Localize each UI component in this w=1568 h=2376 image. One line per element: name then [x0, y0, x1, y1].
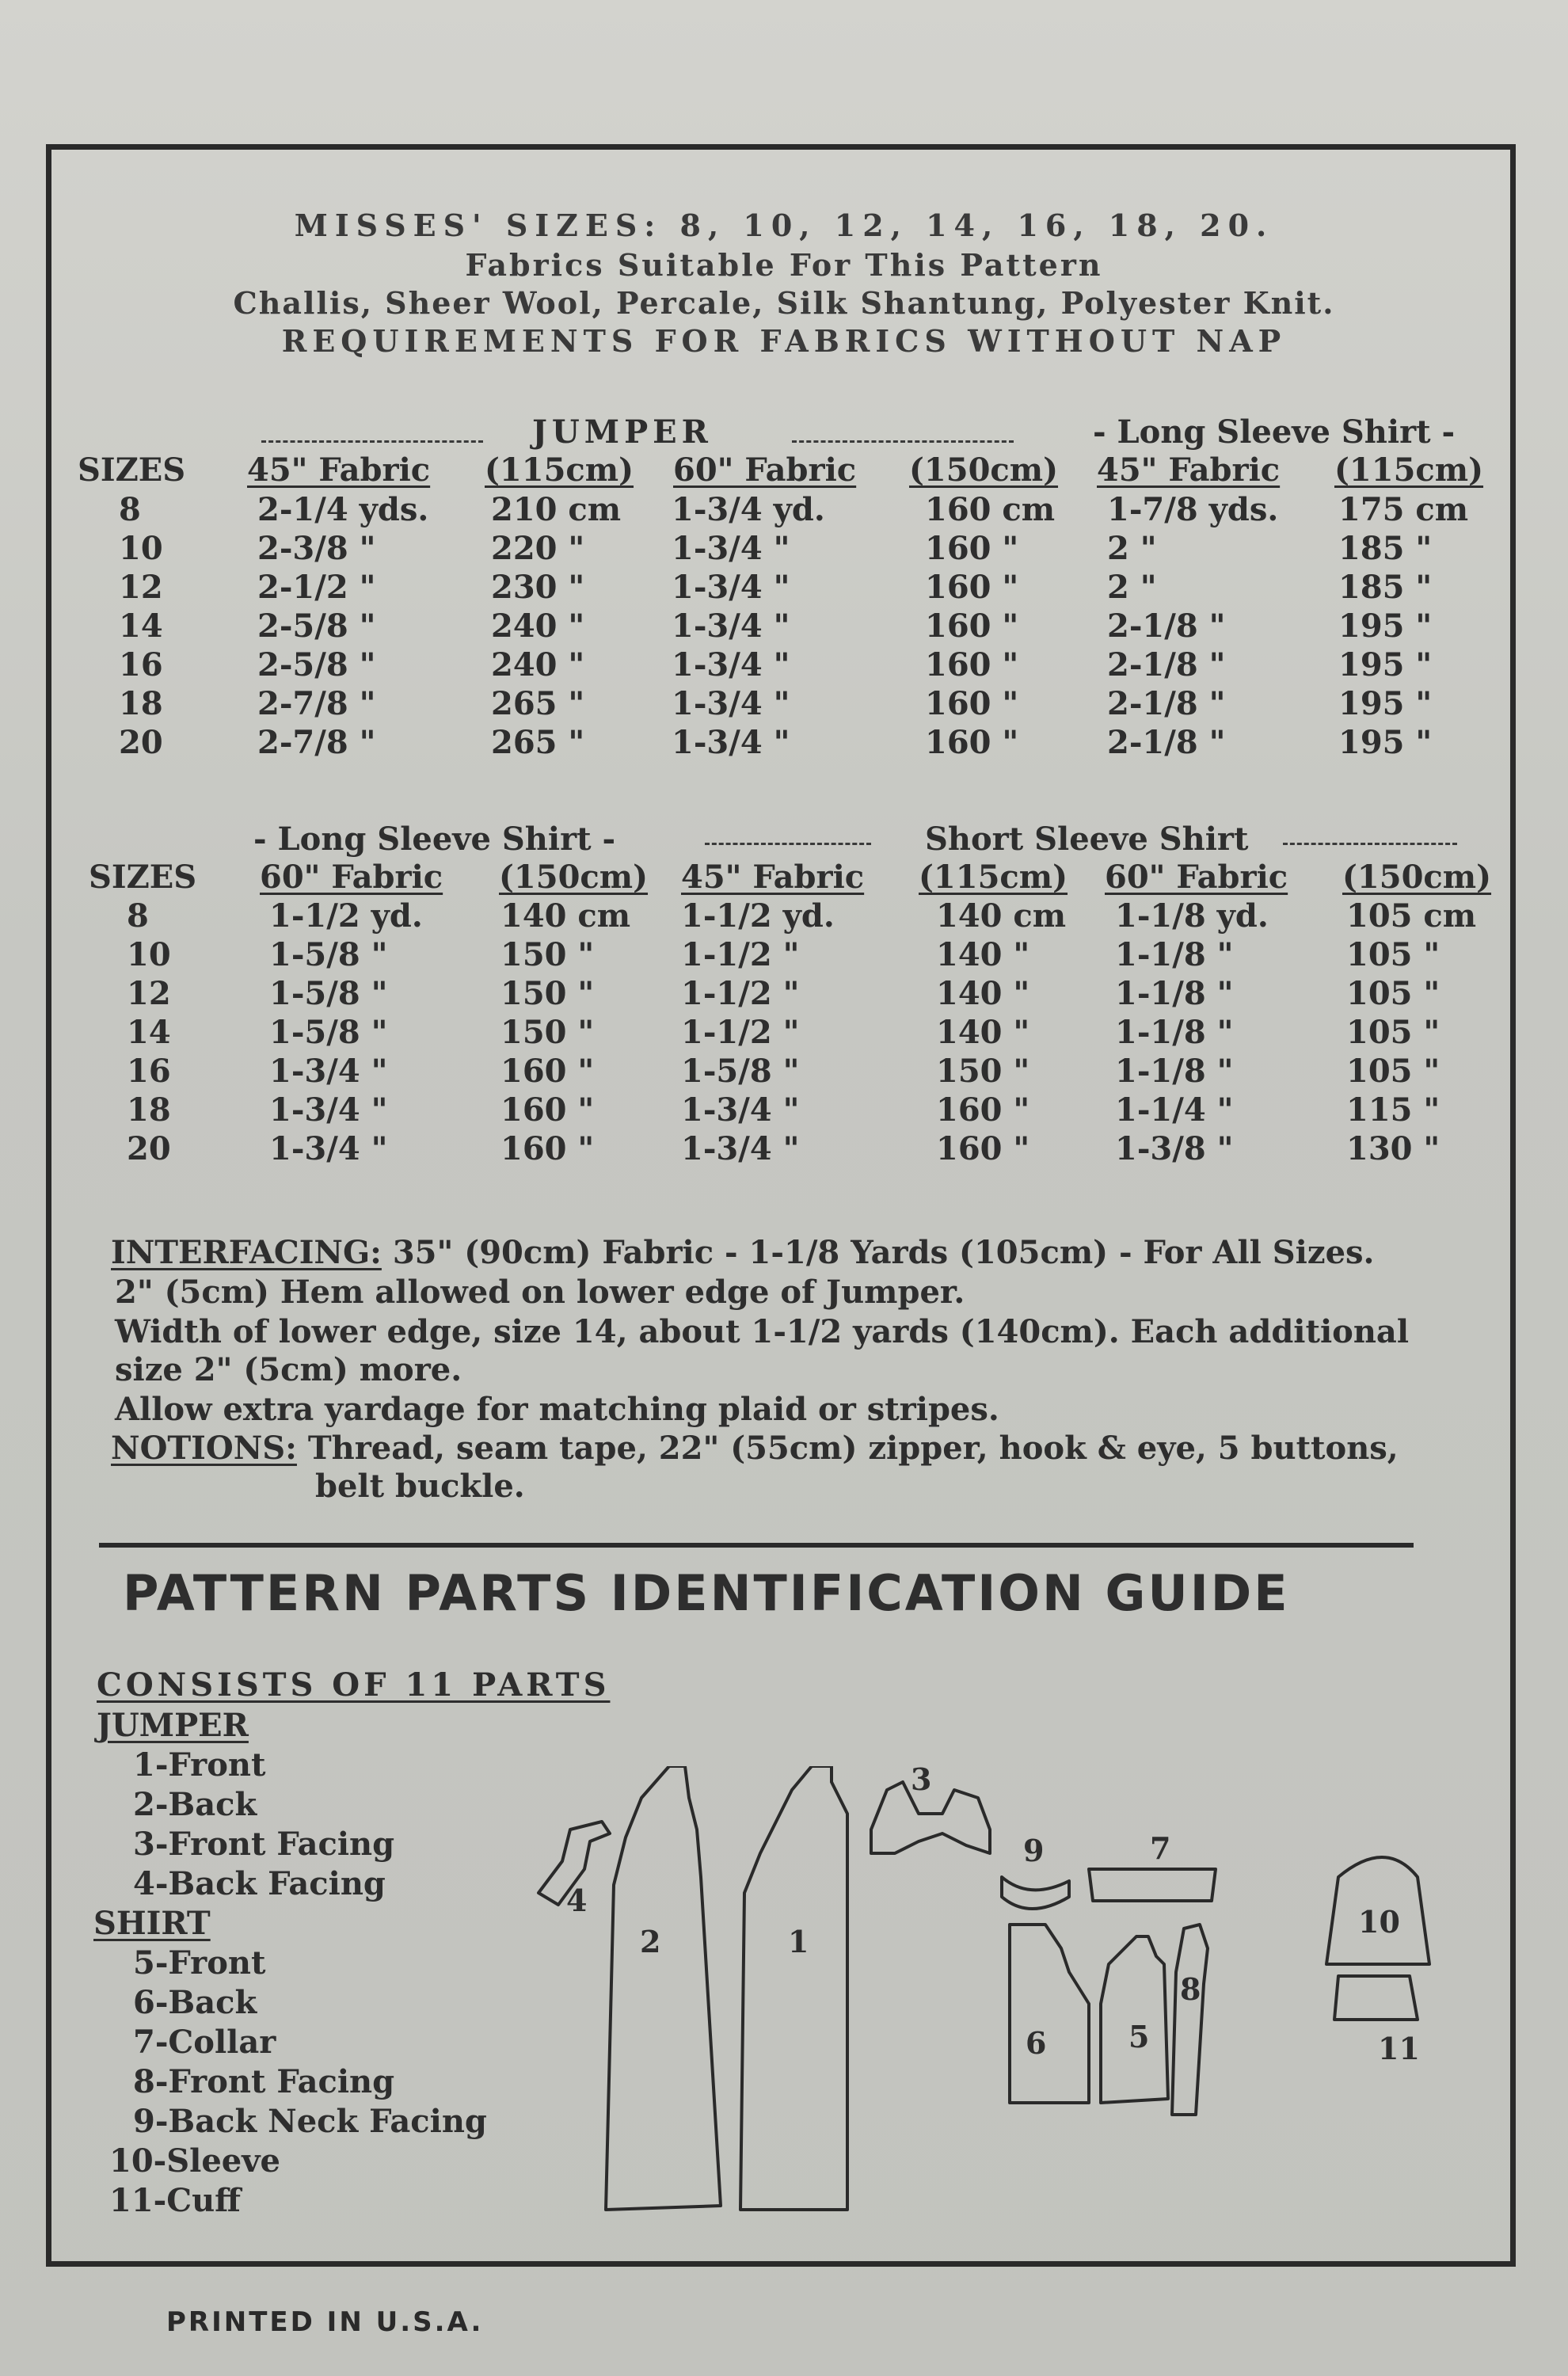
size-cell: 20 — [127, 1130, 171, 1167]
yardage-cell: 1-3/4 " — [681, 1130, 800, 1167]
yardage-cell: 1-1/2 " — [681, 1014, 800, 1051]
yardage-cell: 160 " — [936, 1130, 1030, 1167]
yardage-cell: 240 " — [491, 607, 585, 645]
group-jumper: JUMPER — [532, 413, 713, 451]
yardage-cell: 105 " — [1346, 1053, 1441, 1090]
yardage-cell: 1-5/8 " — [269, 936, 388, 973]
yardage-cell: 195 " — [1338, 607, 1433, 645]
col-header: (150cm) — [909, 451, 1059, 489]
col-header: (150cm) — [1342, 859, 1492, 896]
printed-in-usa: PRINTED IN U.S.A. — [166, 2306, 484, 2338]
pattern-pieces-diagram — [515, 1766, 1465, 2241]
dash-line — [1283, 843, 1457, 845]
part-item: 6-Back — [133, 1984, 257, 2021]
size-cell: 10 — [119, 530, 163, 567]
yardage-cell: 160 " — [925, 607, 1019, 645]
yardage-cell: 140 " — [936, 936, 1030, 973]
piece-back-neck-facing — [1002, 1877, 1069, 1909]
piece-collar — [1089, 1869, 1216, 1901]
width-note-continued: size 2" (5cm) more. — [115, 1351, 462, 1388]
size-cell: 16 — [127, 1053, 171, 1090]
plaid-note: Allow extra yardage for matching plaid or stripes. — [115, 1391, 999, 1428]
yardage-cell: 1-3/4 " — [672, 530, 790, 567]
yardage-cell: 1-3/4 " — [269, 1130, 388, 1167]
yardage-cell: 1-1/2 yd. — [269, 897, 423, 935]
size-cell: 18 — [127, 1091, 171, 1129]
interfacing-note — [111, 1234, 1374, 1271]
notions-label: NOTIONS: — [111, 1430, 297, 1467]
size-cell: 10 — [127, 936, 171, 973]
group-long-sleeve-shirt: - Long Sleeve Shirt - — [253, 821, 616, 858]
yardage-cell: 195 " — [1338, 724, 1433, 761]
col-header: 45" Fabric — [1097, 451, 1281, 489]
yardage-cell: 1-3/4 " — [672, 685, 790, 722]
piece-back — [606, 1766, 721, 2210]
yardage-cell: 1-1/8 " — [1115, 936, 1234, 973]
col-header: 60" Fabric — [1105, 859, 1288, 896]
yardage-cell: 140 cm — [500, 897, 631, 935]
label-7: 7 — [1150, 1830, 1171, 1866]
label-1: 1 — [788, 1924, 809, 1959]
label-9: 9 — [1023, 1833, 1045, 1868]
yardage-cell: 1-3/4 " — [681, 1091, 800, 1129]
yardage-cell: 160 " — [925, 646, 1019, 683]
yardage-cell: 105 " — [1346, 975, 1441, 1012]
yardage-cell: 140 cm — [936, 897, 1067, 935]
yardage-cell: 240 " — [491, 646, 585, 683]
part-item: 7-Collar — [133, 2024, 276, 2061]
shirt-heading: SHIRT — [93, 1905, 211, 1942]
yardage-cell: 105 " — [1346, 936, 1441, 973]
col-header: (115cm) — [1334, 451, 1484, 489]
dash-line — [792, 440, 1014, 443]
sizes-heading: MISSES' SIZES: 8, 10, 12, 14, 16, 18, 20. — [294, 208, 1274, 243]
yardage-cell: 140 " — [936, 975, 1030, 1012]
piece-cuff — [1334, 1976, 1418, 2020]
dash-line — [705, 843, 871, 845]
pattern-pieces-svg — [515, 1766, 1465, 2241]
col-header: (115cm) — [919, 859, 1068, 896]
part-item: 11-Cuff — [109, 2182, 242, 2219]
part-item: 2-Back — [133, 1786, 257, 1823]
interfacing-text: 35" (90cm) Fabric - 1-1/8 Yards (105cm) - For All Sizes. — [381, 1234, 1375, 1271]
yardage-cell: 2-5/8 " — [257, 646, 376, 683]
col-header: 45" Fabric — [247, 451, 431, 489]
yardage-cell: 2-5/8 " — [257, 607, 376, 645]
interfacing-label: INTERFACING: — [111, 1234, 382, 1271]
yardage-cell: 150 " — [500, 936, 595, 973]
yardage-cell: 1-3/4 " — [269, 1053, 388, 1090]
yardage-cell: 265 " — [491, 724, 585, 761]
yardage-cell: 160 " — [936, 1091, 1030, 1129]
yardage-cell: 2-1/8 " — [1107, 646, 1226, 683]
notions-text: Thread, seam tape, 22" (55cm) zipper, hook & eye, 5 buttons, — [296, 1430, 1399, 1467]
yardage-cell: 2-1/8 " — [1107, 607, 1226, 645]
yardage-cell: 1-3/8 " — [1115, 1130, 1234, 1167]
yardage-cell: 1-1/8 yd. — [1115, 897, 1269, 935]
piece-front-facing-shirt — [1172, 1925, 1208, 2115]
yardage-cell: 1-1/4 " — [1115, 1091, 1234, 1129]
part-item: 10-Sleeve — [109, 2142, 280, 2180]
col-header: 60" Fabric — [260, 859, 443, 896]
yardage-cell: 150 " — [500, 975, 595, 1012]
consists-heading: CONSISTS OF 11 PARTS — [97, 1666, 611, 1704]
yardage-cell: 150 " — [500, 1014, 595, 1051]
part-item: 1-Front — [133, 1746, 266, 1784]
label-10: 10 — [1358, 1904, 1400, 1940]
yardage-cell: 160 " — [500, 1053, 595, 1090]
yardage-cell: 2 " — [1107, 530, 1157, 567]
yardage-cell: 265 " — [491, 685, 585, 722]
label-4: 4 — [566, 1883, 588, 1918]
yardage-cell: 1-1/2 yd. — [681, 897, 835, 935]
yardage-cell: 220 " — [491, 530, 585, 567]
piece-shirt-back — [1010, 1925, 1089, 2103]
yardage-cell: 2-1/8 " — [1107, 724, 1226, 761]
sizes-label: SIZES — [78, 451, 186, 489]
size-cell: 8 — [119, 491, 141, 528]
yardage-cell: 175 cm — [1338, 491, 1469, 528]
size-cell: 14 — [127, 1014, 171, 1051]
fabric-list: Challis, Sheer Wool, Percale, Silk Shantung, Polyester Knit. — [233, 285, 1335, 321]
yardage-cell: 160 " — [925, 569, 1019, 606]
jumper-heading: JUMPER — [97, 1707, 249, 1744]
yardage-cell: 160 " — [925, 724, 1019, 761]
yardage-cell: 1-3/4 yd. — [672, 491, 825, 528]
yardage-cell: 2-1/8 " — [1107, 685, 1226, 722]
part-item: 8-Front Facing — [133, 2063, 395, 2100]
yardage-cell: 150 " — [936, 1053, 1030, 1090]
yardage-cell: 1-5/8 " — [269, 975, 388, 1012]
dash-line — [261, 440, 483, 443]
yardage-cell: 1-3/4 " — [672, 569, 790, 606]
yardage-cell: 1-3/4 " — [672, 607, 790, 645]
yardage-cell: 1-1/8 " — [1115, 975, 1234, 1012]
part-item: 4-Back Facing — [133, 1865, 386, 1902]
label-3: 3 — [911, 1766, 932, 1797]
yardage-cell: 195 " — [1338, 646, 1433, 683]
yardage-cell: 1-5/8 " — [681, 1053, 800, 1090]
width-note: Width of lower edge, size 14, about 1-1/2 yards (140cm). Each additional — [115, 1313, 1410, 1350]
size-cell: 20 — [119, 724, 163, 761]
yardage-cell: 185 " — [1338, 569, 1433, 606]
yardage-cell: 1-1/2 " — [681, 975, 800, 1012]
requirements-heading: REQUIREMENTS FOR FABRICS WITHOUT NAP — [281, 323, 1287, 359]
yardage-cell: 1-3/4 " — [269, 1091, 388, 1129]
group-long-sleeve-shirt: - Long Sleeve Shirt - — [1093, 413, 1456, 451]
yardage-cell: 1-1/8 " — [1115, 1053, 1234, 1090]
yardage-cell: 140 " — [936, 1014, 1030, 1051]
yardage-cell: 230 " — [491, 569, 585, 606]
yardage-cell: 195 " — [1338, 685, 1433, 722]
guide-title: PATTERN PARTS IDENTIFICATION GUIDE — [123, 1564, 1290, 1622]
yardage-cell: 105 cm — [1346, 897, 1477, 935]
yardage-cell: 2-7/8 " — [257, 724, 376, 761]
yardage-cell: 1-3/4 " — [672, 724, 790, 761]
fabrics-suitable-heading: Fabrics Suitable For This Pattern — [465, 247, 1103, 283]
label-6: 6 — [1026, 2025, 1047, 2061]
yardage-cell: 1-3/4 " — [672, 646, 790, 683]
yardage-cell: 1-1/2 " — [681, 936, 800, 973]
yardage-cell: 2-1/4 yds. — [257, 491, 429, 528]
sizes-label: SIZES — [89, 859, 197, 896]
yardage-cell: 1-1/8 " — [1115, 1014, 1234, 1051]
yardage-cell: 2-1/2 " — [257, 569, 376, 606]
label-2: 2 — [640, 1924, 661, 1959]
part-item: 5-Front — [133, 1944, 266, 1982]
yardage-cell: 160 cm — [925, 491, 1056, 528]
yardage-cell: 160 " — [925, 530, 1019, 567]
yardage-cell: 2-7/8 " — [257, 685, 376, 722]
piece-front — [740, 1766, 847, 2210]
size-cell: 16 — [119, 646, 163, 683]
notions-note-continued: belt buckle. — [315, 1468, 525, 1505]
size-cell: 12 — [119, 569, 163, 606]
yardage-cell: 130 " — [1346, 1130, 1441, 1167]
part-item: 3-Front Facing — [133, 1826, 395, 1863]
part-item: 9-Back Neck Facing — [133, 2103, 487, 2140]
label-11: 11 — [1378, 2031, 1420, 2066]
size-cell: 18 — [119, 685, 163, 722]
label-8: 8 — [1180, 1971, 1201, 2007]
size-cell: 14 — [119, 607, 163, 645]
size-cell: 8 — [127, 897, 149, 935]
yardage-cell: 210 cm — [491, 491, 622, 528]
yardage-cell: 160 " — [500, 1091, 595, 1129]
col-header: 45" Fabric — [681, 859, 865, 896]
yardage-cell: 160 " — [925, 685, 1019, 722]
hem-note: 2" (5cm) Hem allowed on lower edge of Jumper. — [115, 1274, 965, 1311]
col-header: (115cm) — [485, 451, 634, 489]
yardage-cell: 115 " — [1346, 1091, 1441, 1129]
yardage-cell: 105 " — [1346, 1014, 1441, 1051]
notions-note — [111, 1430, 1399, 1467]
yardage-cell: 1-5/8 " — [269, 1014, 388, 1051]
size-cell: 12 — [127, 975, 171, 1012]
yardage-cell: 2-3/8 " — [257, 530, 376, 567]
yardage-cell: 1-7/8 yds. — [1107, 491, 1279, 528]
yardage-cell: 2 " — [1107, 569, 1157, 606]
label-5: 5 — [1128, 2019, 1150, 2054]
col-header: (150cm) — [499, 859, 649, 896]
col-header: 60" Fabric — [673, 451, 857, 489]
group-short-sleeve-shirt: Short Sleeve Shirt — [925, 821, 1249, 858]
section-divider — [99, 1543, 1414, 1548]
yardage-cell: 160 " — [500, 1130, 595, 1167]
yardage-cell: 185 " — [1338, 530, 1433, 567]
